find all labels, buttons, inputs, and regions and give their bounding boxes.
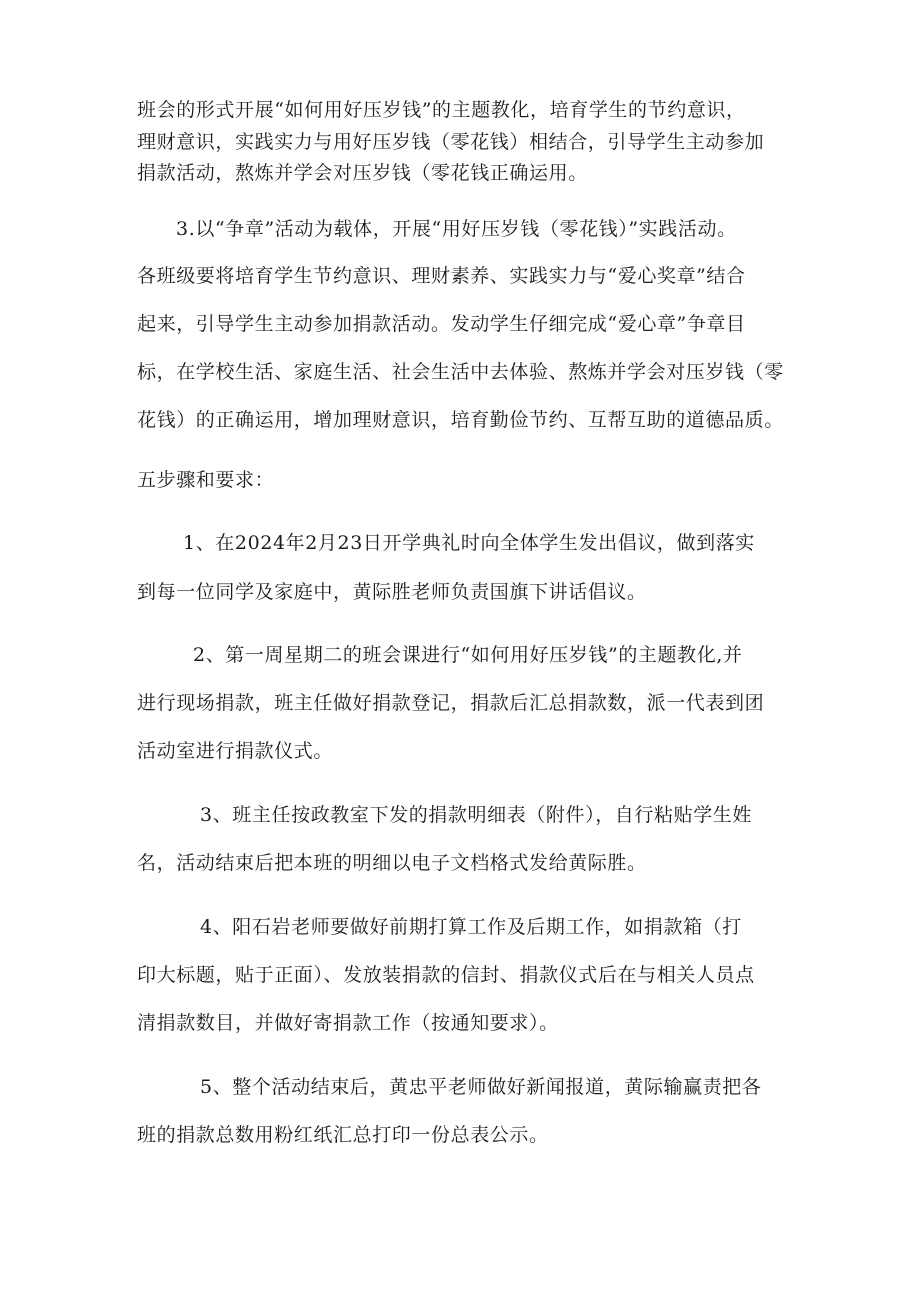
- text-line: 2、第一周星期二的班会课进行“如何用好压岁钱”的主题教化,并: [193, 644, 743, 666]
- text-line: 花钱）的正确运用，增加理财意识，培育勤俭节约、互帮互助的道德品质。: [137, 409, 784, 431]
- text-line: 3.以“争章”活动为载体，开展“用好压岁钱（零花钱）”实践活动。: [176, 218, 737, 240]
- steps-heading: 五步骤和要求：: [137, 469, 275, 491]
- text-line: 班的捐款总数用粉红纸汇总打印一份总表公示。: [137, 1124, 549, 1146]
- text-line: 3、班主任按政教室下发的捐款明细表（附件），自行粘贴学生姓: [200, 804, 752, 826]
- text-line: 5、整个活动结束后，黄忠平老师做好新闻报道，黄际输赢责把各: [200, 1076, 762, 1098]
- text-line: 捐款活动，熬炼并学会对压岁钱（零花钱正确运用。: [137, 162, 588, 184]
- text-line: 名，活动结束后把本班的明细以电子文档格式发给黄际胜。: [137, 852, 647, 874]
- text-line: 进行现场捐款，班主任做好捐款登记，捐款后汇总捐款数，派一代表到团: [137, 692, 765, 714]
- text-line: 到每一位同学及家庭中，黄际胜老师负责国旗下讲话倡议。: [137, 581, 647, 603]
- text-line: 起来，引导学生主动参加捐款活动。发动学生仔细完成“爱心章”争章目: [137, 313, 746, 335]
- text-line: 各班级要将培育学生节约意识、理财素养、实践实力与“爱心奖章”结合: [137, 265, 746, 287]
- text-line: 班会的形式开展“如何用好压岁钱”的主题教化，培育学生的节约意识，: [137, 99, 746, 121]
- text-line: 1、在2024年2月23日开学典礼时向全体学生发出倡议，做到落实: [183, 532, 755, 554]
- text-line: 理财意识，实践实力与用好压岁钱（零花钱）相结合，引导学生主动参加: [137, 131, 765, 153]
- text-line: 标，在学校生活、家庭生活、社会生活中去体验、熬炼并学会对压岁钱（零: [137, 361, 784, 383]
- text-line: 活动室进行捐款仪式。: [137, 740, 334, 762]
- text-line: 4、阳石岩老师要做好前期打算工作及后期工作，如捐款箱（打: [200, 916, 742, 938]
- text-line: 印大标题，贴于正面）、发放装捐款的信封、捐款仪式后在与相关人员点: [137, 964, 755, 986]
- text-line: 清捐款数目，并做好寄捐款工作（按通知要求）。: [137, 1012, 559, 1034]
